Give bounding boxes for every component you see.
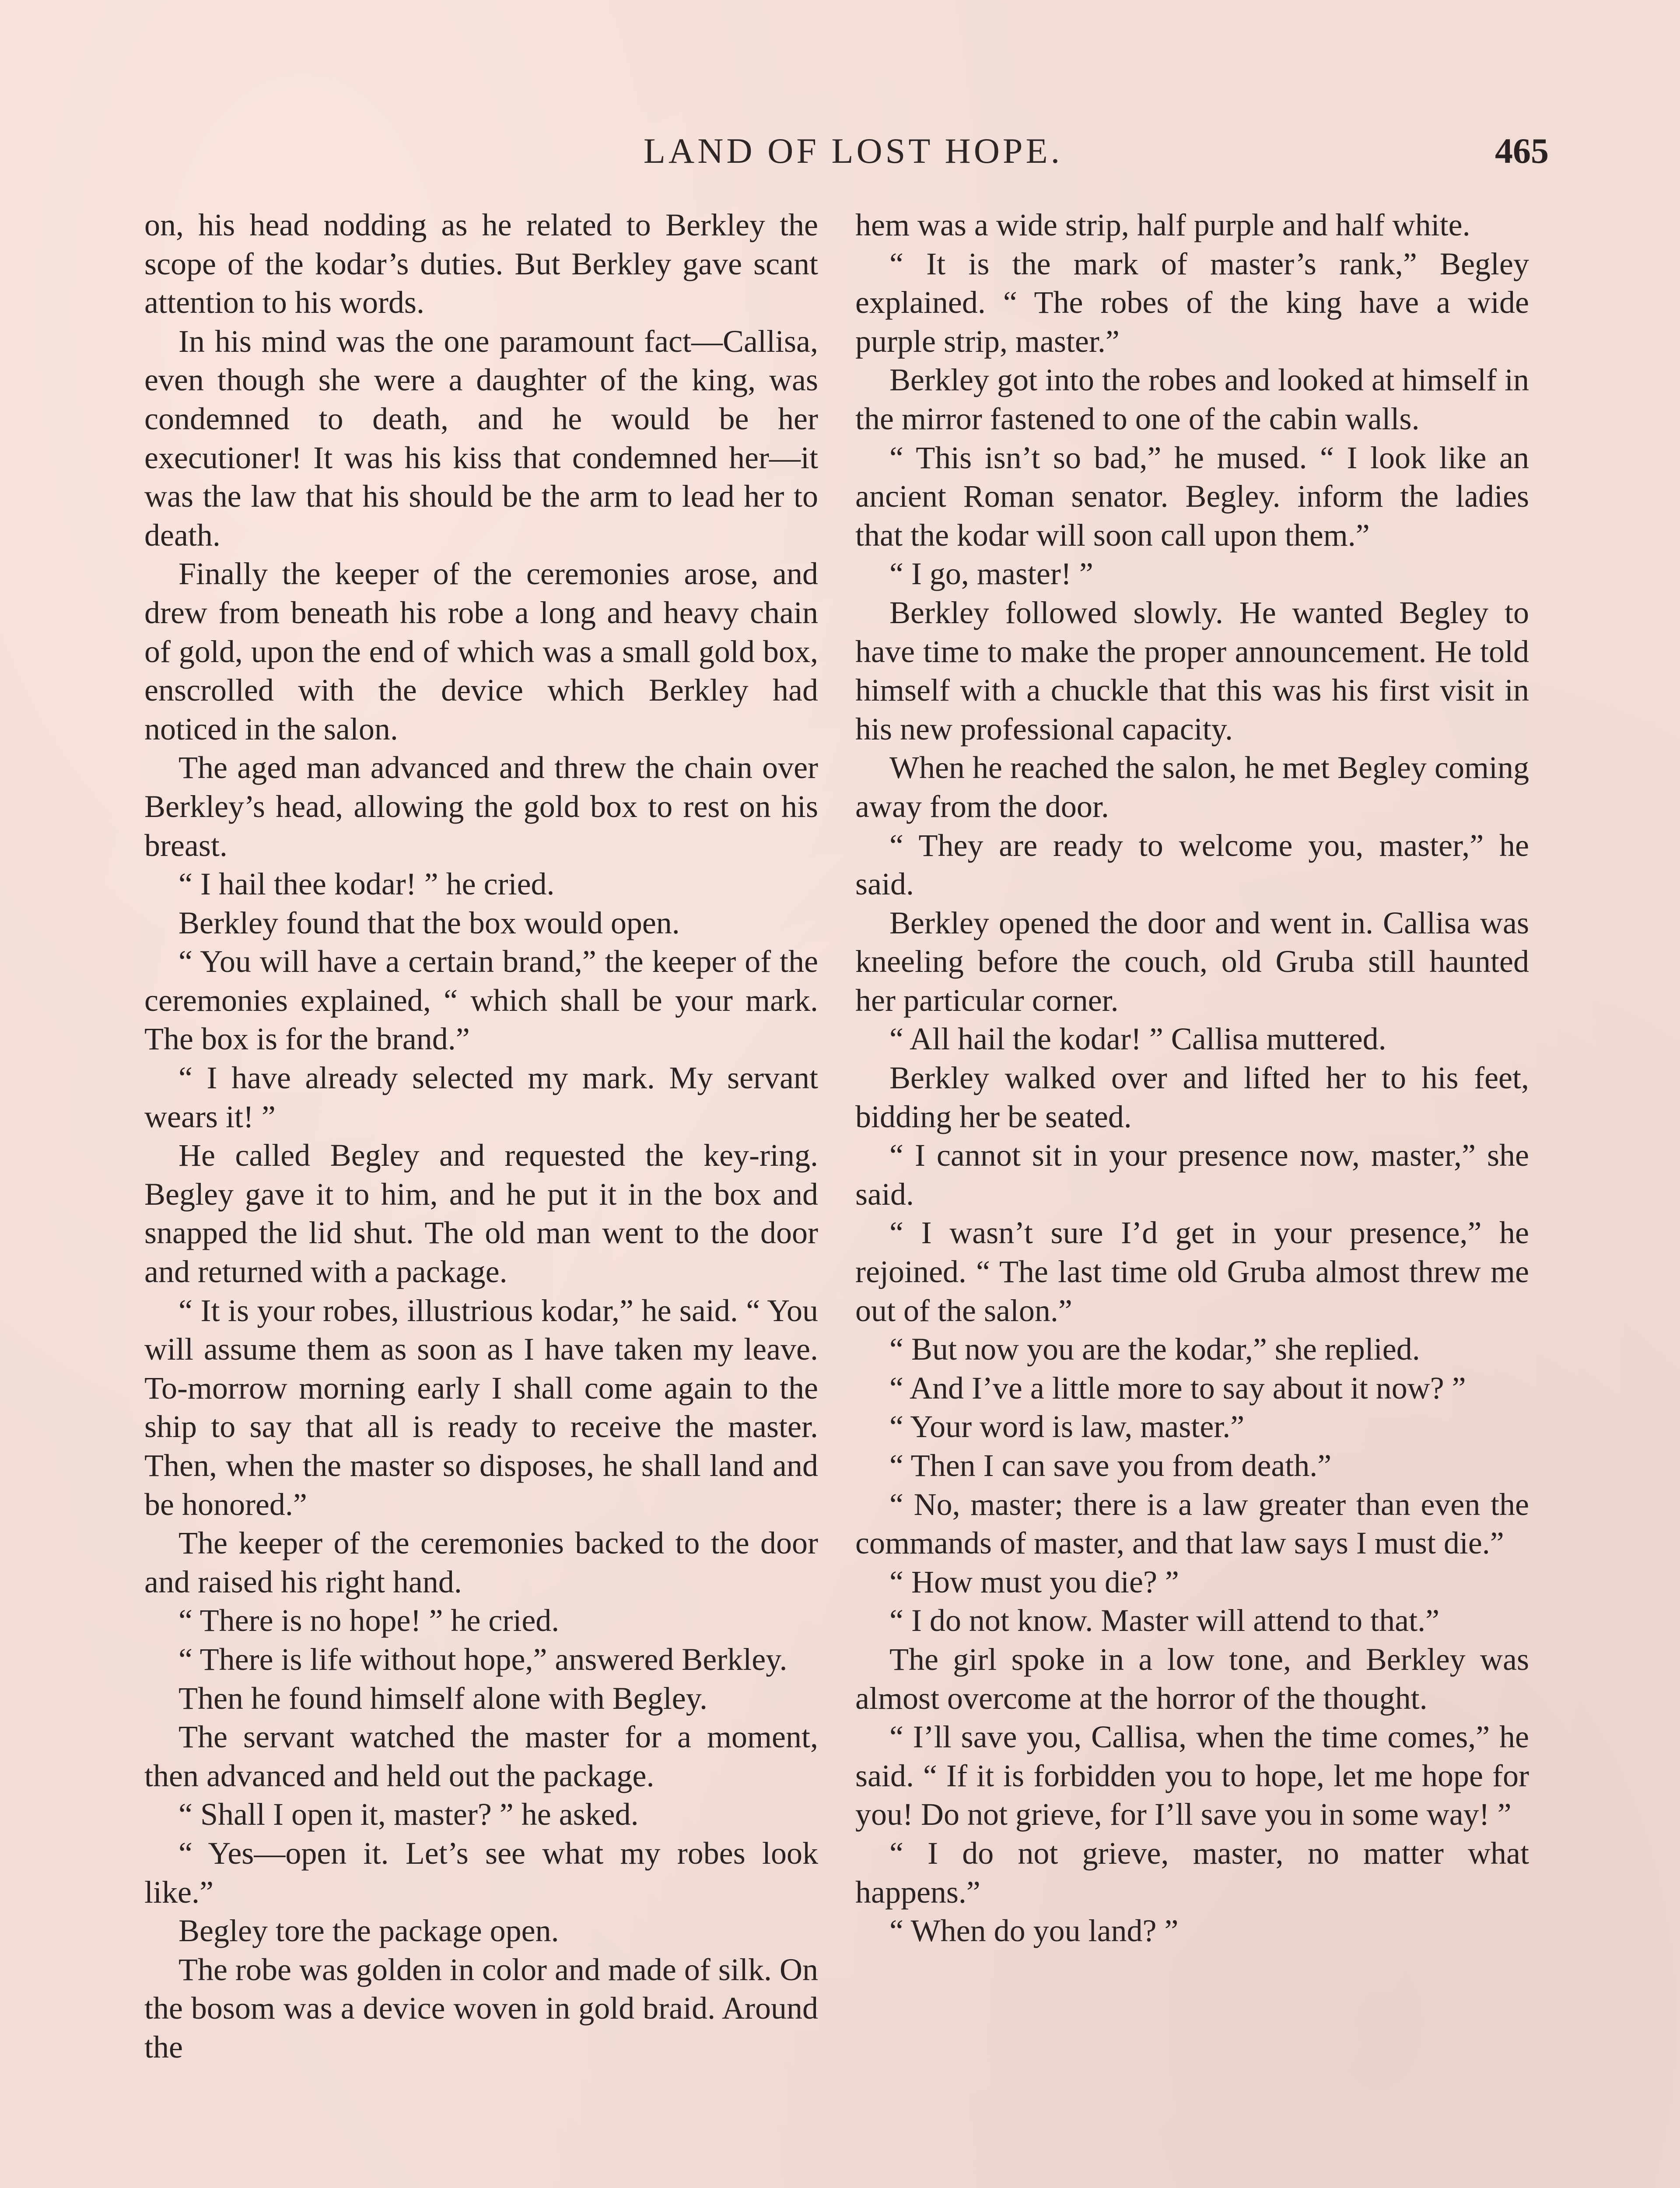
paragraph: “ When do you land? ” — [889, 1913, 1179, 1949]
paragraph: “ Your word is law, master.” — [889, 1409, 1245, 1445]
paragraph: “ It is your robes, illustrious kodar,” he said. “ You will assume them as soon as I have taken my leave. To-morrow morning early I shall come again to the ship to say that all is ready to receive the master. Then, when the master so disposes, he shall land and be honored.” — [144, 1293, 818, 1522]
paragraph: Berkley walked over and lifted her to his feet, bidding her be seated. — [855, 1060, 1529, 1134]
paragraph: Begley tore the package open. — [178, 1913, 559, 1949]
paragraph: The robe was golden in color and made of silk. On the bosom was a device woven in gold braid. Around the — [144, 1952, 818, 2065]
paragraph: Berkley found that the box would open. — [178, 905, 680, 940]
paragraph: “ I go, master! ” — [889, 556, 1093, 592]
paragraph: When he reached the salon, he met Begley coming away from the door. — [855, 750, 1529, 824]
paragraph: “ But now you are the kodar,” she replied. — [889, 1332, 1420, 1367]
page-number: 465 — [1495, 131, 1549, 171]
paragraph: “ It is the mark of master’s rank,” Begley explained. “ The robes of the king have a wide purple strip, master.” — [855, 246, 1529, 359]
paragraph: “ This isn’t so bad,” he mused. “ I look like an ancient Roman senator. Begley. inform the ladies that the kodar will soon call upon them.” — [855, 440, 1529, 553]
paragraph: Berkley got into the robes and looked at himself in the mirror fastened to one of the cabin walls. — [855, 362, 1529, 436]
paragraph: Berkley followed slowly. He wanted Begley to have time to make the proper announcement. He told himself with a chuckle that this was his first visit in his new professional capacity. — [855, 595, 1529, 747]
paragraph: “ There is no hope! ” he cried. — [178, 1603, 560, 1638]
paragraph: “ I do not know. Master will attend to that.” — [889, 1603, 1440, 1638]
paragraph: “ I wasn’t sure I’d get in your presence,” he rejoined. “ The last time old Gruba almost threw me out of the salon.” — [855, 1215, 1529, 1328]
paragraph: “ I have already selected my mark. My servant wears it! ” — [144, 1060, 818, 1134]
text-column-right — [855, 206, 1529, 1950]
paragraph: “ Shall I open it, master? ” he asked. — [178, 1797, 639, 1832]
paragraph: He called Begley and requested the key-ring. Begley gave it to him, and he put it in the box and snapped the lid shut. The old man went to the door and returned with a package. — [144, 1138, 818, 1290]
paragraph: “ How must you die? ” — [889, 1564, 1179, 1599]
paragraph: Then he found himself alone with Begley. — [178, 1680, 708, 1716]
paragraph: The servant watched the master for a moment, then advanced and held out the package. — [144, 1719, 818, 1793]
paragraph: “ They are ready to welcome you, master,” he said. — [855, 828, 1529, 902]
paragraph: “ No, master; there is a law greater than even the commands of master, and that law says I must die.” — [855, 1487, 1529, 1561]
paragraph: “ You will have a certain brand,” the keeper of the ceremonies explained, “ which shall be your mark. The box is for the brand.” — [144, 944, 818, 1057]
paragraph: Finally the keeper of the ceremonies arose, and drew from beneath his robe a long and heavy chain of gold, upon the end of which was a small gold box, enscrolled with the device which Berkley had noticed in the salon. — [144, 556, 818, 747]
paragraph: “ I’ll save you, Callisa, when the time comes,” he said. “ If it is forbidden you to hope, let me hope for you! Do not grieve, for I’ll save you in some way! ” — [855, 1719, 1529, 1832]
paragraph: “ There is life without hope,” answered Berkley. — [178, 1641, 788, 1677]
paragraph: “ All hail the kodar! ” Callisa muttered. — [889, 1021, 1386, 1057]
paragraph: “ And I’ve a little more to say about it now? ” — [889, 1370, 1466, 1406]
paragraph: The girl spoke in a low tone, and Berkley was almost overcome at the horror of the thought. — [855, 1641, 1529, 1716]
paragraph: The keeper of the ceremonies backed to the door and raised his right hand. — [144, 1525, 818, 1599]
paragraph: In his mind was the one paramount fact—Callisa, even though she were a daughter of the king, was condemned to death, and he would be her executioner! It was his kiss that condemned her—it was the law that his should be the arm to lead her to death. — [144, 323, 818, 553]
paragraph: hem was a wide strip, half purple and half white. — [855, 207, 1470, 242]
paragraph: “ Yes—open it. Let’s see what my robes look like.” — [144, 1835, 818, 1910]
paragraph: “ I hail thee kodar! ” he cried. — [178, 866, 555, 902]
paragraph: “ I do not grieve, master, no matter what happens.” — [855, 1835, 1529, 1910]
text-column-left — [144, 206, 818, 2067]
paragraph: Berkley opened the door and went in. Callisa was kneeling before the couch, old Gruba still haunted her particular corner. — [855, 905, 1529, 1018]
paragraph: “ Then I can save you from death.” — [889, 1448, 1332, 1483]
paragraph: on, his head nodding as he related to Berkley the scope of the kodar’s duties. But Berkley gave scant attention to his words. — [144, 207, 818, 320]
running-title: LAND OF LOST HOPE. — [643, 131, 1063, 171]
paragraph: The aged man advanced and threw the chain over Berkley’s head, allowing the gold box to rest on his breast. — [144, 750, 818, 863]
paragraph: “ I cannot sit in your presence now, master,” she said. — [855, 1138, 1529, 1212]
